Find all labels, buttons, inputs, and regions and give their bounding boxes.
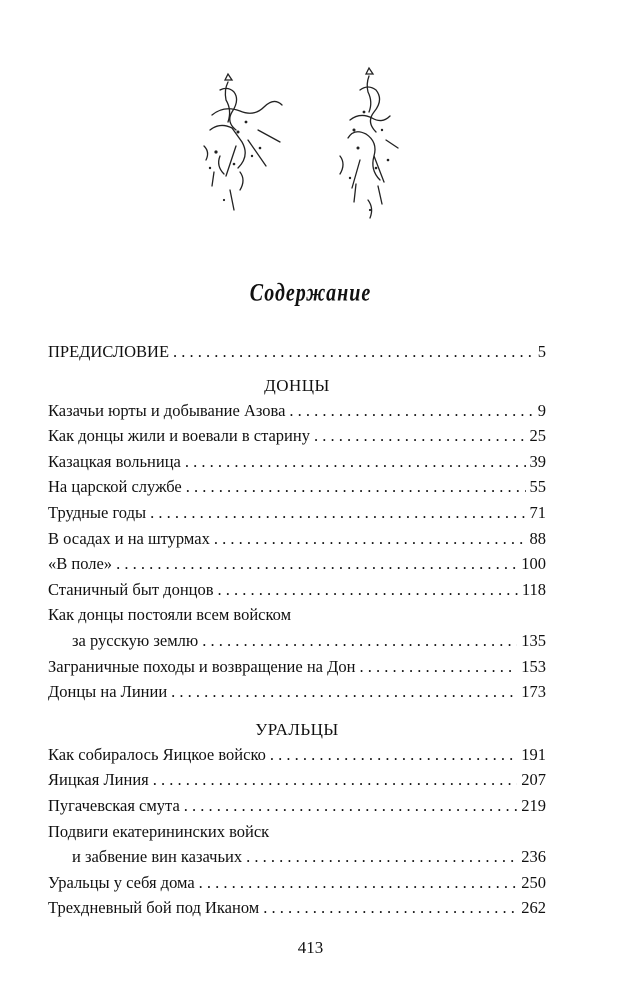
toc-entry[interactable] bbox=[48, 870, 546, 896]
toc-entry[interactable] bbox=[48, 895, 546, 921]
toc-entry-title: Как донцы постояли всем войском bbox=[48, 605, 292, 625]
toc-entry-title-cont: за русскую землю bbox=[72, 630, 199, 650]
leader-dots bbox=[289, 398, 533, 424]
toc-entry-page: 173 bbox=[521, 682, 546, 702]
right-rider-icon bbox=[340, 68, 398, 218]
toc-entry-first-line[interactable] bbox=[48, 602, 546, 628]
toc-entry-page: 39 bbox=[529, 451, 546, 471]
toc-entry-page: 25 bbox=[529, 426, 546, 446]
leader-dots bbox=[246, 844, 517, 870]
left-rider-icon bbox=[204, 74, 282, 210]
toc-entry-title: Как донцы жили и воевали в старину bbox=[48, 426, 310, 446]
table-of-contents bbox=[48, 339, 546, 921]
toc-entry-page: 207 bbox=[521, 770, 546, 790]
toc-entry-title: «В поле» bbox=[48, 554, 113, 574]
toc-entry-title: Уральцы у себя дома bbox=[48, 872, 195, 892]
toc-entry[interactable] bbox=[48, 679, 546, 705]
toc-entry-title: Как собиралось Яицкое войско bbox=[48, 744, 266, 764]
toc-entry-title: Заграничные походы и возвращение на Дон bbox=[48, 656, 356, 676]
toc-entry[interactable] bbox=[48, 654, 546, 680]
leader-dots bbox=[218, 577, 518, 603]
toc-entry-page: 262 bbox=[521, 898, 546, 918]
toc-entry-title: В осадах и на штурмах bbox=[48, 528, 210, 548]
toc-entry-page: 88 bbox=[529, 528, 546, 548]
leader-dots bbox=[270, 742, 517, 768]
toc-entry[interactable] bbox=[48, 742, 546, 768]
section-title-dontsy: ДОНЦЫ bbox=[264, 375, 330, 395]
toc-entry-continuation[interactable] bbox=[48, 844, 546, 870]
page-number: 413 bbox=[297, 938, 324, 957]
toc-entry-title: Яицкая Линия bbox=[48, 770, 149, 790]
section-title-uraltsy: УРАЛЬЦЫ bbox=[255, 719, 339, 739]
toc-entry-title: Подвиги екатерининских войск bbox=[48, 821, 270, 841]
toc-entry[interactable] bbox=[48, 500, 546, 526]
toc-heading: Содержание bbox=[249, 279, 372, 307]
toc-entry-page: 250 bbox=[521, 872, 546, 892]
toc-entry[interactable] bbox=[48, 474, 546, 500]
toc-entry-page: 118 bbox=[521, 579, 546, 599]
leader-dots bbox=[171, 679, 517, 705]
toc-entry-title: Трехдневный бой под Иканом bbox=[48, 898, 260, 918]
toc-entry-page: 100 bbox=[521, 554, 546, 574]
toc-entry-title: Донцы на Линии bbox=[48, 682, 168, 702]
toc-entry-title: Пугачевская смута bbox=[48, 795, 180, 815]
toc-entry-continuation[interactable] bbox=[48, 628, 546, 654]
leader-dots bbox=[214, 526, 526, 552]
toc-entry[interactable] bbox=[48, 793, 546, 819]
leader-dots bbox=[186, 474, 526, 500]
leader-dots bbox=[150, 500, 525, 526]
toc-entry-title: Казацкая вольница bbox=[48, 451, 181, 471]
toc-entry-page: 219 bbox=[521, 795, 546, 815]
leader-dots bbox=[153, 767, 518, 793]
leader-dots bbox=[116, 551, 517, 577]
toc-entry-title: Станичный быт донцов bbox=[48, 579, 214, 599]
toc-entry-title: Трудные годы bbox=[48, 502, 147, 522]
toc-entry-page: 135 bbox=[521, 630, 546, 650]
leader-dots bbox=[263, 895, 517, 921]
toc-entry-title-cont: и забвение вин казачьих bbox=[72, 847, 243, 867]
leader-dots bbox=[173, 339, 534, 365]
toc-entry-first-line[interactable] bbox=[48, 819, 546, 845]
toc-entry-page: 9 bbox=[537, 400, 546, 420]
toc-entry-page: 236 bbox=[521, 847, 546, 867]
toc-entry-page: 153 bbox=[521, 656, 546, 676]
toc-entry-page: 191 bbox=[521, 744, 546, 764]
toc-entry-page: 71 bbox=[529, 502, 546, 522]
leader-dots bbox=[314, 423, 526, 449]
toc-entry[interactable] bbox=[48, 767, 546, 793]
leader-dots bbox=[199, 870, 518, 896]
toc-entry-page: 5 bbox=[537, 342, 546, 361]
leader-dots bbox=[185, 449, 526, 475]
leader-dots bbox=[359, 654, 517, 680]
toc-entry[interactable] bbox=[48, 577, 546, 603]
toc-entry-page: 55 bbox=[529, 477, 546, 497]
leader-dots bbox=[202, 628, 517, 654]
toc-entry-title: ПРЕДИСЛОВИЕ bbox=[48, 342, 170, 361]
toc-entry[interactable] bbox=[48, 423, 546, 449]
leader-dots bbox=[184, 793, 517, 819]
toc-entry[interactable] bbox=[48, 449, 546, 475]
toc-entry[interactable] bbox=[48, 551, 546, 577]
toc-entry-title: Казачьи юрты и добывание Азова bbox=[48, 400, 286, 420]
toc-entry-preface[interactable] bbox=[48, 339, 546, 365]
toc-entry[interactable] bbox=[48, 398, 546, 424]
cossack-riders-vignette bbox=[190, 60, 420, 225]
toc-entry[interactable] bbox=[48, 526, 546, 552]
toc-entry-title: На царской службе bbox=[48, 477, 182, 497]
